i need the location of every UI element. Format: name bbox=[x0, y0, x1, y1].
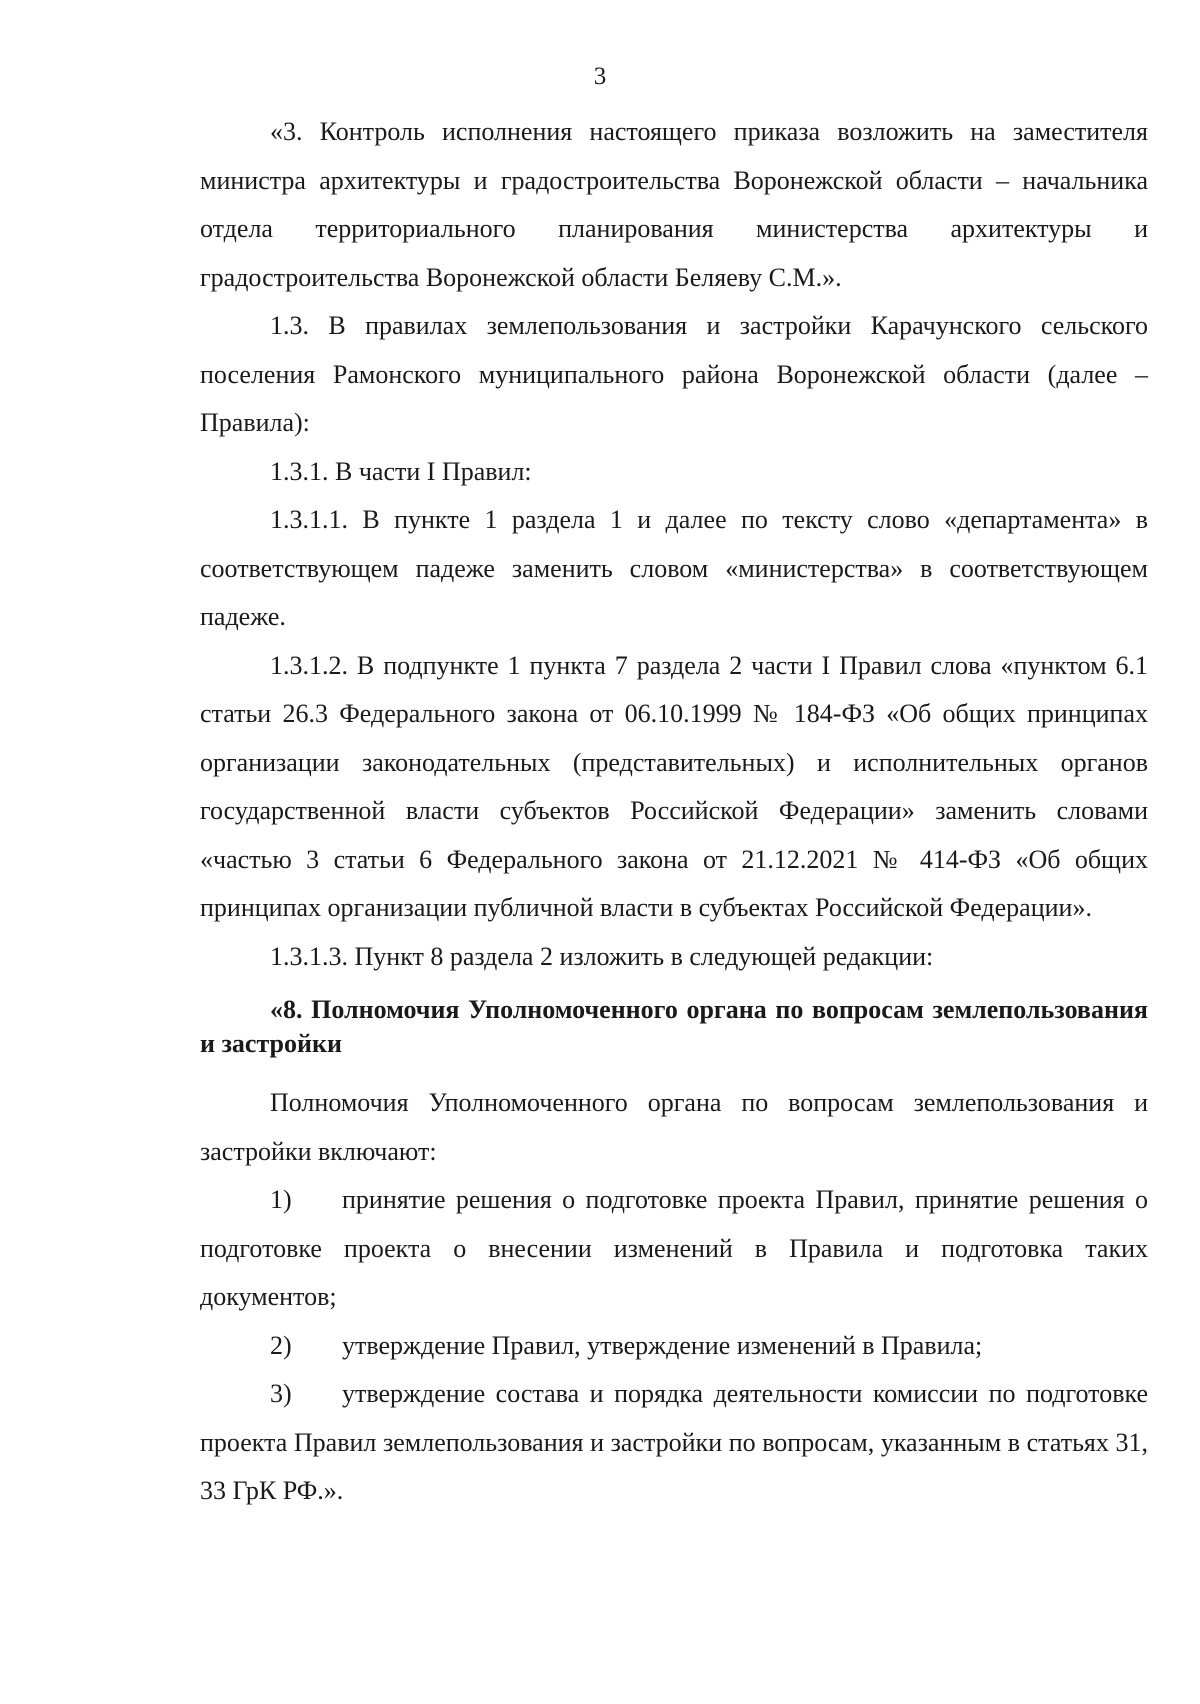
paragraph-1-3-1-1: 1.3.1.1. В пункте 1 раздела 1 и далее по тексту слово «департамента» в соответствующем падеже заменить словом «министерства» в соответствующем падеже. bbox=[200, 505, 1148, 631]
section-heading: «8. Полномочия Уполномоченного органа по вопросам землепользования и застройки bbox=[200, 995, 1148, 1058]
list-item bbox=[200, 1322, 1148, 1371]
paragraph-1-3: 1.3. В правилах землепользования и застройки Карачунского сельского поселения Рамонского муниципального района Воронежской области (далее – Правила): bbox=[200, 311, 1148, 437]
list-item-number: 3) bbox=[270, 1379, 292, 1408]
paragraph-1-3-1-3: 1.3.1.3. Пункт 8 раздела 2 изложить в следующей редакции: bbox=[270, 941, 934, 971]
list-item-text: утверждение состава и порядка деятельности комиссии по подготовке проекта Правил землепользования и застройки по вопросам, указанным в статьях 31, 33 ГрК РФ.». bbox=[200, 1379, 1148, 1505]
paragraph-1-3-1-2: 1.3.1.2. В подпункте 1 пункта 7 раздела 2 части I Правил слова «пунктом 6.1 статьи 26.3 Федерального закона от 06.10.1999 № 184-ФЗ «Об общих принципах организации законодательных (представительных) и исполнительных органов государственной власти субъектов Российской Федерации» заменить словами «частью 3 статьи 6 Федерального закона от 21.12.2021 № 414-ФЗ «Об общих принципах организации публичной власти в субъектах Российской Федерации». bbox=[200, 650, 1148, 922]
list-item-text: утверждение Правил, утверждение изменений в Правила; bbox=[342, 1330, 983, 1360]
list-item-number: 2) bbox=[270, 1330, 292, 1360]
list-item bbox=[200, 1176, 1148, 1322]
paragraph-control-clause: «3. Контроль исполнения настоящего приказа возложить на заместителя министра архитектуры и градостроительства Воронежской области – начальника отдела территориального планирования министерства архитектуры и градостроительства Воронежской области Беляеву С.М.». bbox=[200, 117, 1148, 292]
page-number: 3 bbox=[593, 63, 607, 90]
document-body bbox=[200, 108, 1148, 1516]
paragraph-1-3-1: 1.3.1. В части I Правил: bbox=[270, 456, 532, 486]
list-item-text: принятие решения о подготовке проекта Правил, принятие решения о подготовке проекта о внесении изменений в Правила и подготовка таких документов; bbox=[200, 1185, 1148, 1311]
list-item bbox=[200, 1370, 1148, 1516]
section-intro: Полномочия Уполномоченного органа по вопросам землепользования и застройки включают: bbox=[200, 1088, 1148, 1166]
list-item-number: 1) bbox=[270, 1185, 292, 1214]
